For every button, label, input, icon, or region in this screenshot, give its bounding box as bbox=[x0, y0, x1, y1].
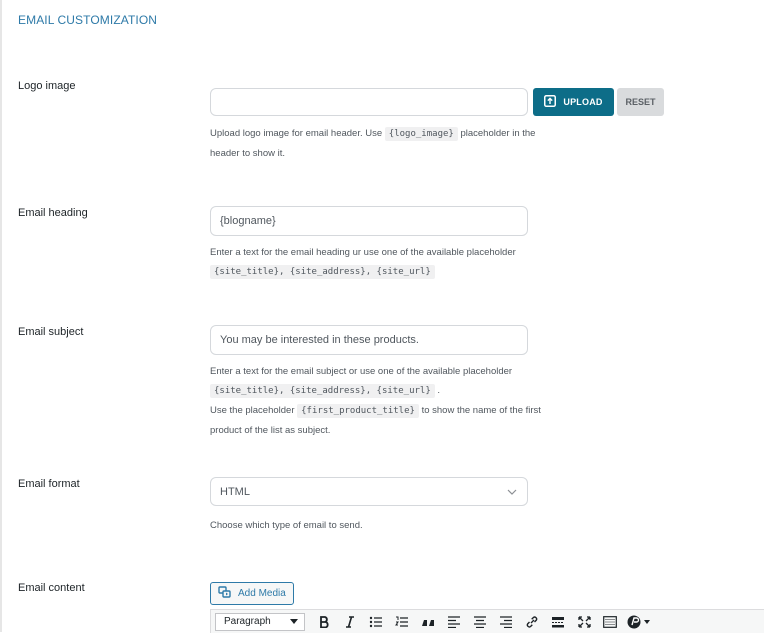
align-center-icon[interactable] bbox=[467, 612, 493, 632]
chevron-down-icon bbox=[507, 487, 517, 499]
align-left-icon[interactable] bbox=[441, 612, 467, 632]
upload-button-label: UPLOAD bbox=[563, 97, 603, 107]
first-product-title-code: {first_product_title} bbox=[297, 404, 419, 418]
email-heading-input[interactable] bbox=[210, 206, 528, 236]
reset-button[interactable]: RESET bbox=[617, 88, 664, 116]
email-format-select[interactable] bbox=[210, 477, 528, 506]
email-heading-label: Email heading bbox=[18, 207, 88, 219]
email-format-label: Email format bbox=[18, 478, 80, 490]
email-subject-value: You may be interested in these products. bbox=[220, 334, 419, 346]
blockquote-icon[interactable] bbox=[415, 612, 441, 632]
subject-desc-line1: Enter a text for the email subject or use one of the available placeholder bbox=[210, 366, 513, 377]
editor-toolbar bbox=[210, 609, 764, 633]
heading-desc-line1: Enter a text for the email heading ur use one of the available placeholder bbox=[210, 247, 516, 258]
upload-icon bbox=[544, 95, 556, 109]
email-subject-description bbox=[210, 362, 541, 440]
paragraph-format-value: Paragraph bbox=[224, 616, 271, 627]
numbered-list-icon[interactable] bbox=[389, 612, 415, 632]
toolbar-toggle-icon[interactable] bbox=[597, 612, 623, 632]
logo-desc-text-post: placeholder in the bbox=[460, 128, 536, 139]
add-media-label: Add Media bbox=[238, 588, 286, 599]
subject-desc-line3-post: to show the name of the first bbox=[421, 405, 541, 416]
fullscreen-icon[interactable] bbox=[571, 612, 597, 632]
link-icon[interactable] bbox=[519, 612, 545, 632]
email-subject-label: Email subject bbox=[18, 326, 84, 338]
email-heading-value: {blogname} bbox=[220, 215, 276, 227]
logo-image-description bbox=[210, 124, 535, 163]
bold-icon[interactable] bbox=[311, 612, 337, 632]
logo-image-label: Logo image bbox=[18, 80, 76, 92]
read-more-icon[interactable] bbox=[545, 612, 571, 632]
heading-placeholder-code: {site_title}, {site_address}, {site_url} bbox=[210, 265, 435, 279]
media-icon bbox=[218, 586, 232, 602]
add-media-button[interactable] bbox=[210, 582, 294, 605]
bullet-list-icon[interactable] bbox=[363, 612, 389, 632]
email-format-description: Choose which type of email to send. bbox=[210, 520, 363, 531]
logo-image-input[interactable] bbox=[210, 88, 528, 116]
caret-down-icon bbox=[290, 616, 298, 627]
paragraph-format-select[interactable] bbox=[215, 613, 305, 631]
upload-button[interactable] bbox=[533, 88, 614, 116]
plugin-menu-icon[interactable] bbox=[623, 612, 657, 632]
email-heading-description bbox=[210, 243, 516, 282]
logo-placeholder-code: {logo_image} bbox=[385, 127, 458, 141]
logo-desc-line2: header to show it. bbox=[210, 148, 285, 159]
subject-desc-line4: product of the list as subject. bbox=[210, 425, 331, 436]
italic-icon[interactable] bbox=[337, 612, 363, 632]
email-subject-input[interactable] bbox=[210, 325, 528, 355]
email-format-value: HTML bbox=[220, 485, 250, 498]
subject-desc-period: . bbox=[437, 385, 441, 396]
subject-placeholder-code: {site_title}, {site_address}, {site_url} bbox=[210, 384, 435, 398]
align-right-icon[interactable] bbox=[493, 612, 519, 632]
section-title: EMAIL CUSTOMIZATION bbox=[18, 13, 158, 27]
subject-desc-line3-pre: Use the placeholder bbox=[210, 405, 295, 416]
left-border bbox=[0, 0, 2, 632]
email-content-label: Email content bbox=[18, 582, 85, 594]
logo-desc-text: Upload logo image for email header. Use bbox=[210, 128, 383, 139]
